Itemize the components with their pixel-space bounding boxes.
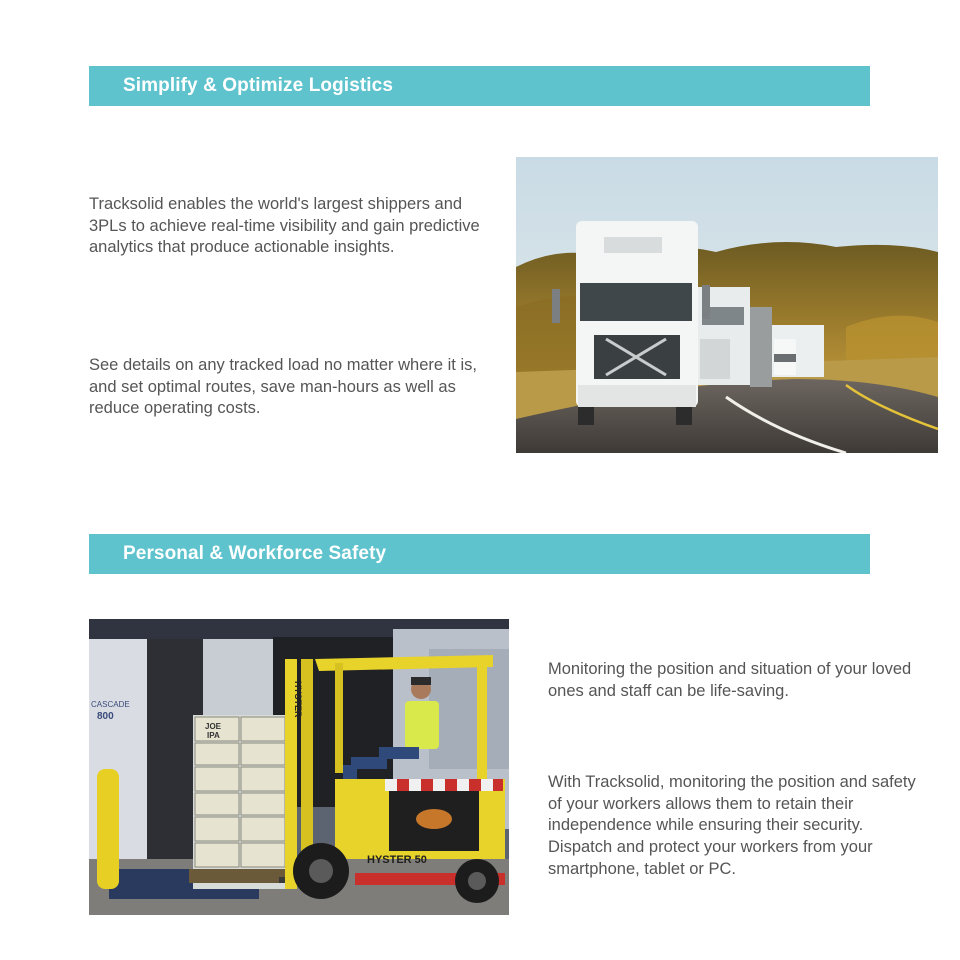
- door-sign-text: CASCADE: [91, 700, 130, 709]
- forklift-warehouse-photo: [89, 619, 509, 915]
- section-title: Simplify & Optimize Logistics: [123, 75, 393, 96]
- section-header-logistics: [89, 66, 870, 106]
- trucks-highway-image: [516, 157, 938, 453]
- forklift-model-text: HYSTER 50: [367, 854, 427, 866]
- section-title: Personal & Workforce Safety: [123, 543, 387, 564]
- safety-paragraph-2: With Tracksolid, monitoring the position and safety of your workers allows them to retain their independence while ensuring their security. Dispatch and protect your workers from your smartphone, tablet or PC.: [548, 773, 916, 878]
- forklift-warehouse-image: [89, 619, 509, 915]
- trucks-on-highway-photo: [516, 157, 938, 453]
- mast-brand-text: HYSTER: [293, 681, 303, 718]
- safety-paragraph-1: Monitoring the position and situation of your loved ones and staff can be life-saving.: [548, 660, 912, 700]
- crate-label-joe: JOE: [205, 722, 222, 731]
- logistics-paragraph-2: See details on any tracked load no matter where it is, and set optimal routes, save man-hours as well as reduce operating costs.: [89, 356, 477, 418]
- door-number-text: 800: [97, 711, 114, 722]
- logistics-paragraph-1: Tracksolid enables the world's largest shippers and 3PLs to achieve real-time visibility and gain predictive analytics that produce actionable insights.: [89, 195, 480, 257]
- section-header-safety: [89, 534, 870, 574]
- crate-label-ipa: IPA: [207, 731, 220, 740]
